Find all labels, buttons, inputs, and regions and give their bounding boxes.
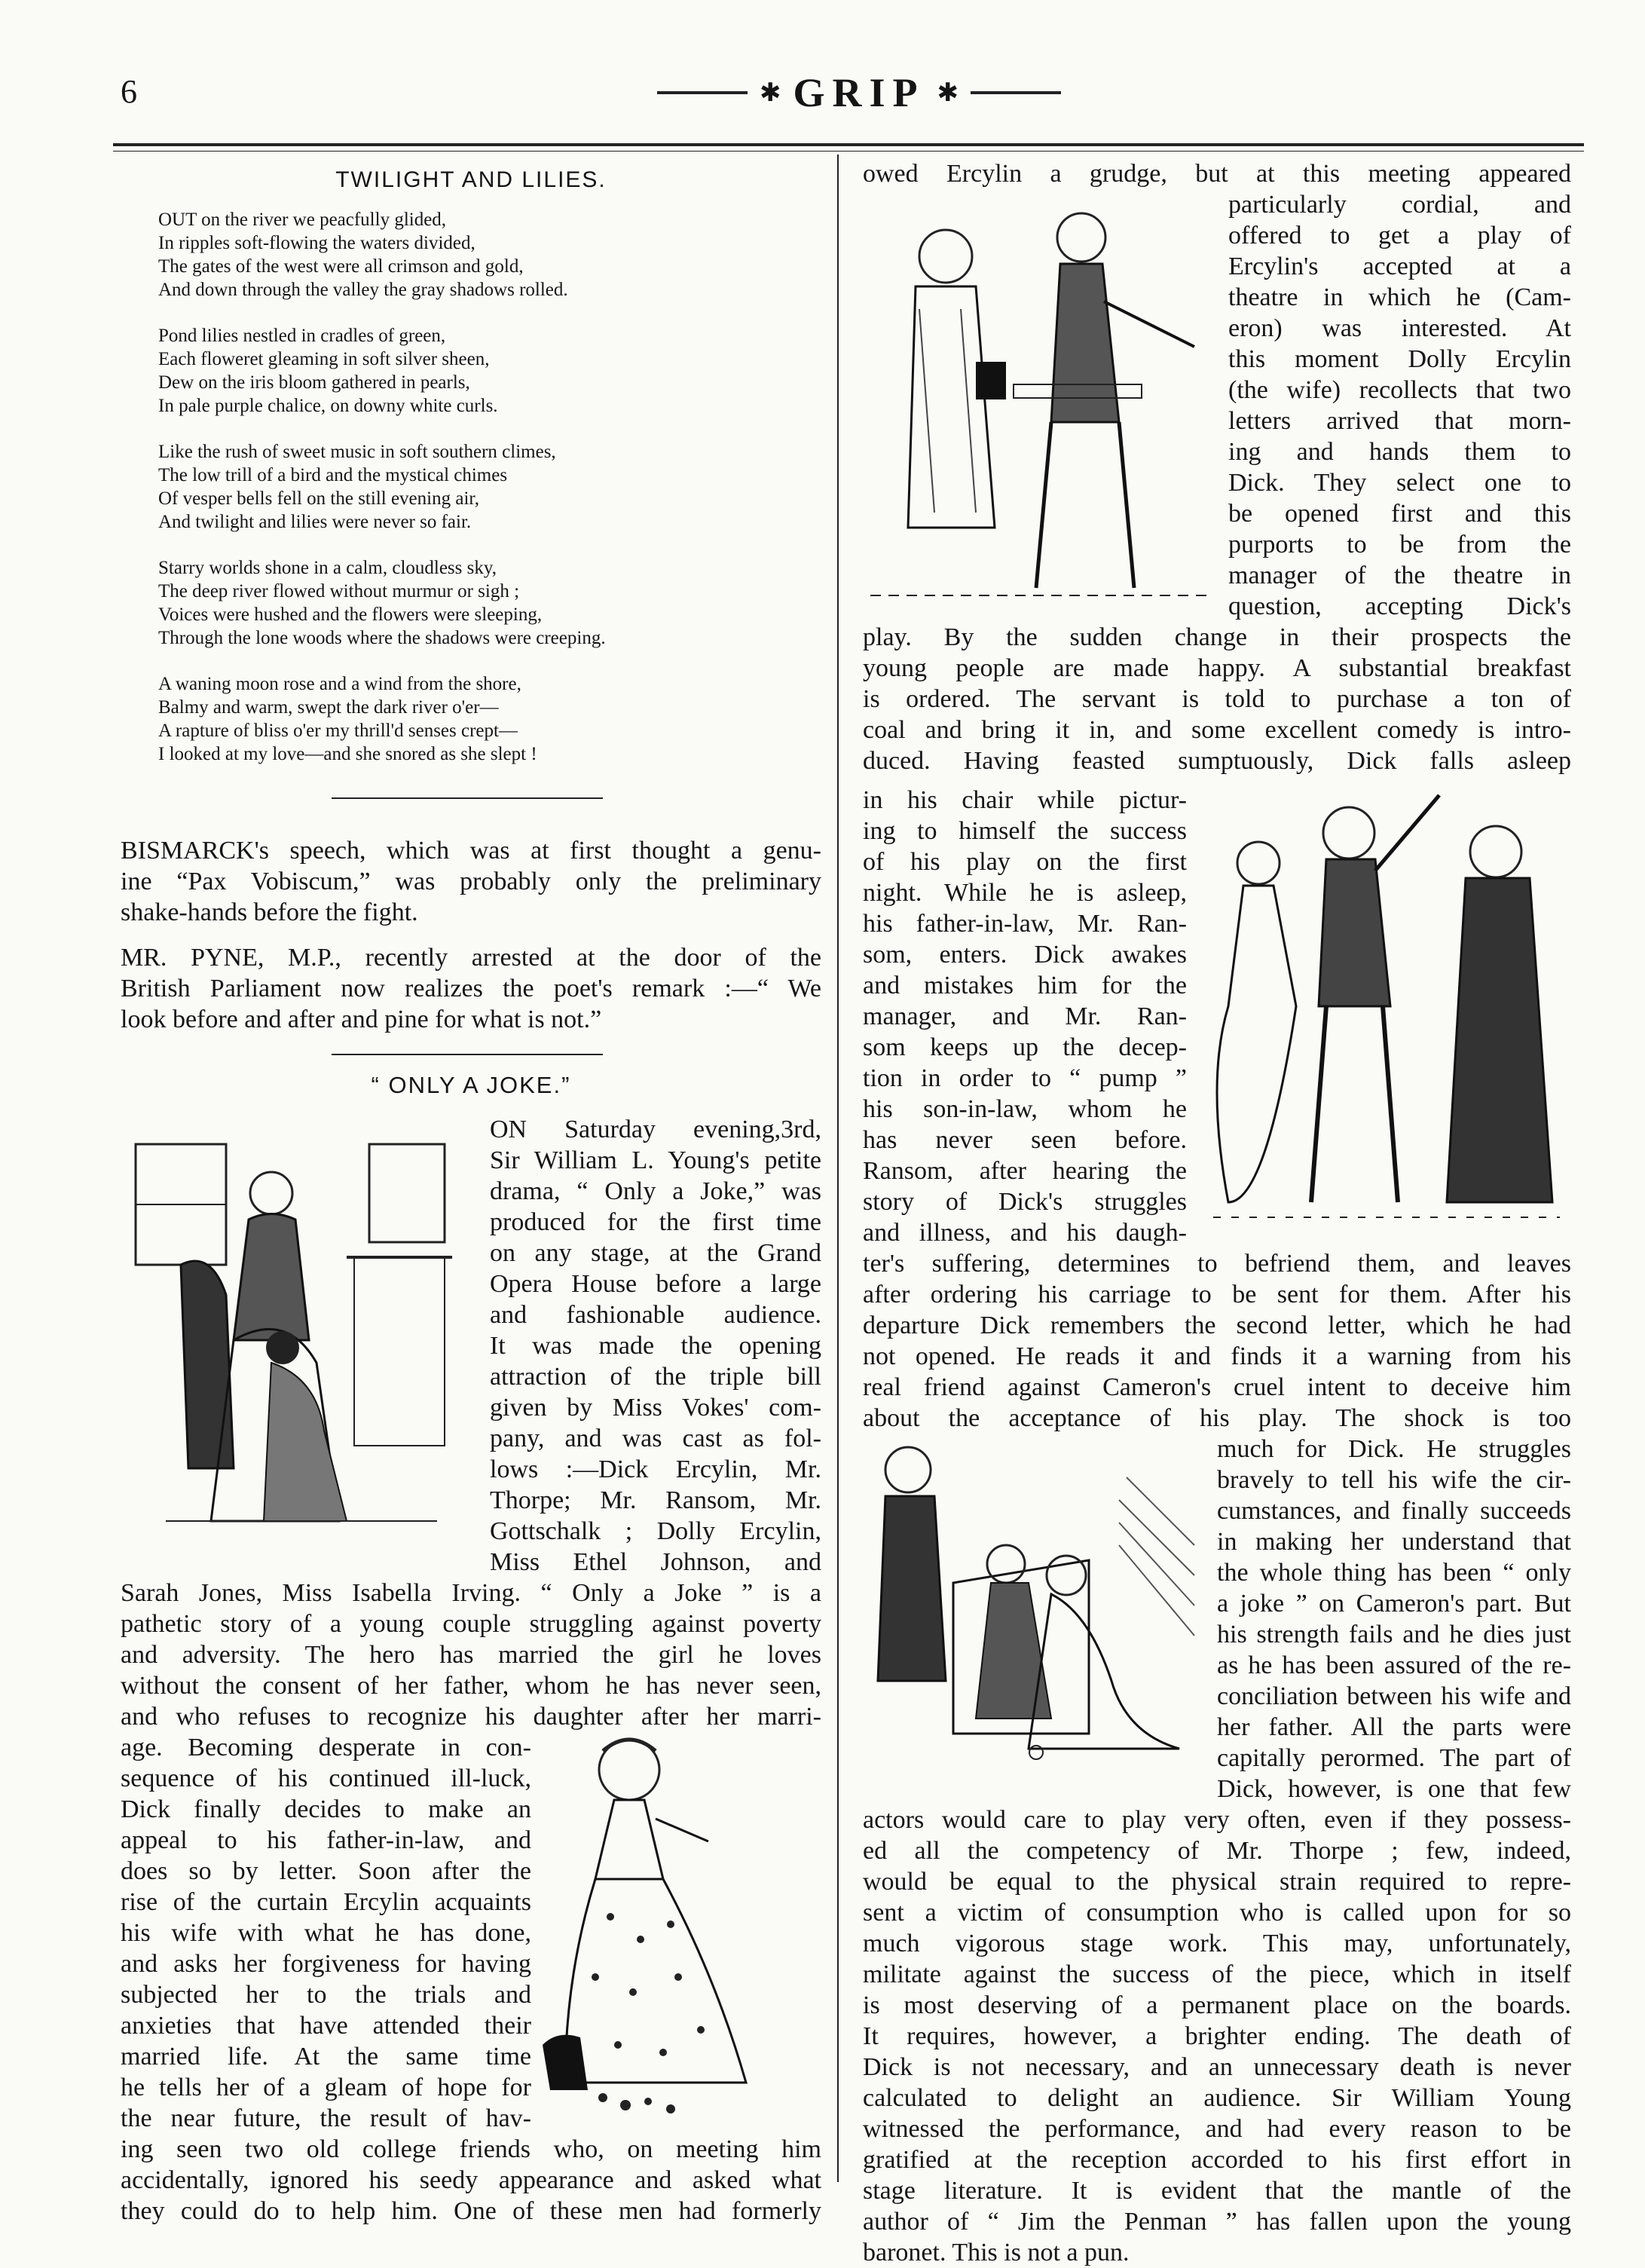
joke-title: “ ONLY A JOKE.”	[371, 1072, 571, 1098]
joke-col1-part-d	[121, 2134, 821, 2227]
text-line: cumstances, and finally succeeds	[1217, 1497, 1571, 1525]
text-line: and who refuses to recognize his daughter after her marri-	[121, 1703, 821, 1731]
text-line: Miss Ethel Johnson, and	[490, 1548, 821, 1576]
text-line: Opera House before a large	[490, 1270, 821, 1298]
poem-line: In ripples soft-flowing the waters divided,	[158, 233, 475, 253]
poem-line: Voices were hushed and the flowers were sleeping,	[158, 604, 543, 625]
two-men-meeting-illustration	[863, 196, 1217, 618]
joke-col2-part-e	[863, 1248, 1571, 1434]
awakening-scene-illustration	[1198, 780, 1571, 1232]
poem-body	[158, 208, 821, 788]
poem-line: The deep river flowed without murmur or sigh ;	[158, 581, 520, 601]
text-line: is ordered. The servant is told to purchase a ton of	[863, 685, 1571, 713]
text-line: coal and bring it in, and some excellent comedy is intro-	[863, 716, 1571, 744]
text-line: ter's suffering, determines to befriend them, and leaves	[863, 1250, 1571, 1278]
poem-line: Balmy and warm, swept the dark river o'er—	[158, 697, 499, 718]
text-line: a joke ” on Cameron's part. But	[1217, 1590, 1571, 1618]
text-line: on any stage, at the Grand	[490, 1239, 821, 1267]
section-rule-1	[332, 797, 603, 799]
text-line: witnessed the performance, and had every reason to be	[863, 2115, 1571, 2143]
poem-line: Of vesper bells fell on the still evening air,	[158, 488, 479, 509]
masthead	[633, 66, 1085, 119]
text-line: It requires, however, a brighter ending. The death of	[863, 2022, 1571, 2050]
text-line: his father-in-law, Mr. Ran-	[863, 910, 1187, 938]
text-line: letters arrived that morn-	[1228, 407, 1571, 435]
bismarck-paragraph	[121, 835, 821, 928]
poem-line: In pale purple chalice, on downy white curls.	[158, 396, 498, 416]
text-line: the near future, the result of hav-	[121, 2104, 531, 2132]
joke-col1-part-c	[121, 1732, 531, 2134]
text-line: real friend against Cameron's cruel intent to deceive him	[863, 1373, 1571, 1401]
text-line: attraction of the triple bill	[490, 1363, 821, 1391]
joke-col2-part-b	[1228, 189, 1571, 622]
text-line: owed Ercylin a grudge, but at this meeting appeared	[863, 160, 1571, 188]
poem-stanza	[158, 440, 821, 534]
text-line: night. While he is asleep,	[863, 879, 1187, 907]
masthead-star-right: ✱	[937, 79, 959, 107]
text-line: theatre in which he (Cam-	[1228, 283, 1571, 311]
text-line: and asks her forgiveness for having	[121, 1950, 531, 1978]
column-divider	[837, 155, 839, 2182]
text-line: does so by letter. Soon after the	[121, 1857, 531, 1885]
text-line: this moment Dolly Ercylin	[1228, 345, 1571, 373]
text-line: and mistakes him for the	[863, 972, 1187, 999]
text-line: produced for the first time	[490, 1208, 821, 1236]
joke-col1-part-b	[121, 1578, 821, 1732]
woman-with-flower-pot-illustration	[543, 1728, 821, 2120]
joke-col2-part-g	[863, 1804, 1571, 2268]
text-line: departure Dick remembers the second letter, which he had	[863, 1312, 1571, 1339]
text-line: much for Dick. He struggles	[1217, 1435, 1571, 1463]
text-line: young people are made happy. A substantial breakfast	[863, 654, 1571, 682]
text-line: manager, and Mr. Ran-	[863, 1002, 1187, 1030]
poem-line: Each floweret gleaming in soft silver sheen,	[158, 349, 490, 369]
poem-line: A waning moon rose and a wind from the shore,	[158, 674, 521, 694]
text-line: and illness, and his daugh-	[863, 1219, 1187, 1247]
text-line: and adversity. The hero has married the girl he loves	[121, 1641, 821, 1669]
text-line: is most deserving of a permanent place on the boards.	[863, 1991, 1571, 2019]
text-line: British Parliament now realizes the poet's remark :—“ We	[121, 975, 821, 1002]
text-line: militate against the success of the piece, which in itself	[863, 1960, 1571, 1988]
masthead-rule-right	[971, 91, 1061, 94]
poem-line: Pond lilies nestled in cradles of green,	[158, 326, 446, 346]
text-line: play. By the sudden change in their prospects the	[863, 623, 1571, 651]
text-line: Dick. They select one to	[1228, 469, 1571, 497]
poem-line: Through the lone woods where the shadows were creeping.	[158, 628, 606, 648]
text-line: ON Saturday evening,3rd,	[490, 1116, 821, 1143]
text-line: much vigorous stage work. This may, unfortunately,	[863, 1930, 1571, 1957]
poem-line: A rapture of bliss o'er my thrill'd senses crept—	[158, 721, 518, 741]
poem-line: And down through the valley the gray shadows rolled.	[158, 280, 568, 300]
text-line: It was made the opening	[490, 1332, 821, 1360]
text-line: in making her understand that	[1217, 1528, 1571, 1556]
text-line: baronet. This is not a pun.	[863, 2239, 1130, 2266]
text-line: Gottschalk ; Dolly Ercylin,	[490, 1517, 821, 1545]
text-line: Sarah Jones, Miss Isabella Irving. “ Only a Joke ” is a	[121, 1579, 821, 1607]
text-line: has never seen before.	[863, 1126, 1187, 1154]
text-line: MR. PYNE, M.P., recently arrested at the door of the	[121, 944, 821, 972]
text-line: look before and after and pine for what is not.”	[121, 1005, 602, 1033]
parlor-scene-illustration	[121, 1114, 471, 1536]
text-line: be opened first and this	[1228, 500, 1571, 528]
text-line: Ercylin's accepted at a	[1228, 253, 1571, 280]
text-line: eron) was interested. At	[1228, 314, 1571, 342]
text-line: author of “ Jim the Penman ” has fallen upon the young	[863, 2208, 1571, 2236]
text-line: gratified at the reception accorded to his first effort in	[863, 2146, 1571, 2174]
masthead-title: GRIP	[793, 70, 925, 115]
text-line: and fashionable audience.	[490, 1301, 821, 1329]
text-line: her father. All the parts were	[1217, 1713, 1571, 1741]
text-line: duced. Having feasted sumptuously, Dick falls asleep	[863, 747, 1571, 775]
text-line: BISMARCK's speech, which was at first thought a genu-	[121, 837, 821, 865]
joke-col2-part-a	[863, 158, 1571, 189]
text-line: calculated to delight an audience. Sir William Young	[863, 2084, 1571, 2112]
text-line: story of Dick's struggles	[863, 1188, 1187, 1216]
page-number: 6	[121, 73, 137, 110]
joke-col1-part-a	[490, 1114, 821, 1578]
poem-line: The low trill of a bird and the mystical chimes	[158, 465, 508, 485]
poem-stanza	[158, 208, 821, 301]
text-line: married life. At the same time	[121, 2043, 531, 2071]
text-line: Sir William L. Young's petite	[490, 1146, 821, 1174]
text-line: appeal to his father-in-law, and	[121, 1826, 531, 1854]
poem-stanza	[158, 556, 821, 650]
text-line: Thorpe; Mr. Ransom, Mr.	[490, 1486, 821, 1514]
text-line: after ordering his carriage to be sent for them. After his	[863, 1281, 1571, 1308]
text-line: Dick finally decides to make an	[121, 1795, 531, 1823]
text-line: (the wife) recollects that two	[1228, 376, 1571, 404]
text-line: sequence of his continued ill-luck,	[121, 1765, 531, 1792]
text-line: capitally perormed. The part of	[1217, 1744, 1571, 1772]
text-line: pathetic story of a young couple struggling against poverty	[121, 1610, 821, 1638]
text-line: Dick, however, is one that few	[1217, 1775, 1571, 1803]
text-line: as he has been assured of the re-	[1217, 1651, 1571, 1679]
text-line: bravely to tell his wife the cir-	[1217, 1466, 1571, 1494]
poem-stanza	[158, 672, 821, 766]
text-line: given by Miss Vokes' com-	[490, 1394, 821, 1422]
text-line: without the consent of her father, whom he has never seen,	[121, 1672, 821, 1700]
poem-line: Starry worlds shone in a calm, cloudless sky,	[158, 558, 497, 578]
text-line: he tells her of a gleam of hope for	[121, 2074, 531, 2101]
poem-line: OUT on the river we peacfully glided,	[158, 210, 447, 230]
text-line: about the acceptance of his play. The shock is too	[863, 1404, 1571, 1432]
text-line: question, accepting Dick's	[1228, 592, 1571, 620]
text-line: som keeps up the decep-	[863, 1033, 1187, 1061]
text-line: shake-hands before the fight.	[121, 898, 418, 926]
text-line: conciliation between his wife and	[1217, 1682, 1571, 1710]
text-line: would be equal to the physical strain required to repre-	[863, 1868, 1571, 1896]
poem-title: TWILIGHT AND LILIES.	[335, 167, 607, 192]
pyne-paragraph	[121, 942, 821, 1035]
text-line: in his chair while pictur-	[863, 786, 1187, 814]
text-line: tion in order to “ pump ”	[863, 1064, 1187, 1092]
masthead-star-left: ✱	[760, 79, 781, 107]
masthead-rule-left	[657, 91, 748, 94]
joke-col2-part-d	[863, 785, 1187, 1248]
text-line: manager of the theatre in	[1228, 562, 1571, 589]
text-line: drama, “ Only a Joke,” was	[490, 1177, 821, 1205]
section-rule-2	[332, 1054, 603, 1055]
deathbed-scene-illustration	[863, 1432, 1209, 1764]
text-line: age. Becoming desperate in con-	[121, 1734, 531, 1761]
text-line: sent a victim of consumption who is called upon for so	[863, 1899, 1571, 1927]
text-line: purports to be from the	[1228, 531, 1571, 559]
text-line: his strength fails and he dies just	[1217, 1621, 1571, 1648]
text-line: accidentally, ignored his seedy appearance and asked what	[121, 2166, 821, 2194]
text-line: ed all the competency of Mr. Thorpe ; few, indeed,	[863, 1837, 1571, 1865]
text-line: of his play on the first	[863, 848, 1187, 876]
text-line: Ransom, after hearing the	[863, 1157, 1187, 1185]
joke-col2-part-f	[1217, 1434, 1571, 1804]
header-rule-thin	[113, 151, 1584, 152]
text-line: particularly cordial, and	[1228, 191, 1571, 219]
poem-line: Dew on the iris bloom gathered in pearls,	[158, 372, 470, 393]
text-line: his wife with what he has done,	[121, 1919, 531, 1947]
text-line: the whole thing has been “ only	[1217, 1559, 1571, 1587]
text-line: ine “Pax Vobiscum,” was probably only the preliminary	[121, 868, 821, 895]
poem-line: Like the rush of sweet music in soft southern climes,	[158, 442, 556, 462]
text-line: subjected her to the trials and	[121, 1981, 531, 2009]
text-line: ing to himself the success	[863, 817, 1187, 845]
text-line: pany, and was cast as fol-	[490, 1425, 821, 1452]
poem-line: And twilight and lilies were never so fair.	[158, 512, 472, 532]
text-line: not opened. He reads it and finds it a warning from his	[863, 1342, 1571, 1370]
text-line: Dick is not necessary, and an unnecessary death is never	[863, 2053, 1571, 2081]
text-line: his son-in-law, whom he	[863, 1095, 1187, 1123]
text-line: lows :—Dick Ercylin, Mr.	[490, 1455, 821, 1483]
text-line: ing and hands them to	[1228, 438, 1571, 466]
header-rule	[113, 143, 1584, 146]
text-line: stage literature. It is evident that the mantle of the	[863, 2177, 1571, 2205]
text-line: offered to get a play of	[1228, 222, 1571, 249]
text-line: ing seen two old college friends who, on meeting him	[121, 2135, 821, 2163]
joke-col2-part-c	[863, 622, 1571, 776]
poem-line: The gates of the west were all crimson and gold,	[158, 256, 524, 277]
text-line: actors would care to play very often, even if they possess-	[863, 1806, 1571, 1834]
text-line: som, enters. Dick awakes	[863, 941, 1187, 969]
text-line: rise of the curtain Ercylin acquaints	[121, 1888, 531, 1916]
poem-stanza	[158, 324, 821, 418]
text-line: they could do to help him. One of these men had formerly	[121, 2197, 821, 2225]
poem-line: I looked at my love—and she snored as she slept !	[158, 744, 537, 764]
text-line: anxieties that have attended their	[121, 2012, 531, 2040]
